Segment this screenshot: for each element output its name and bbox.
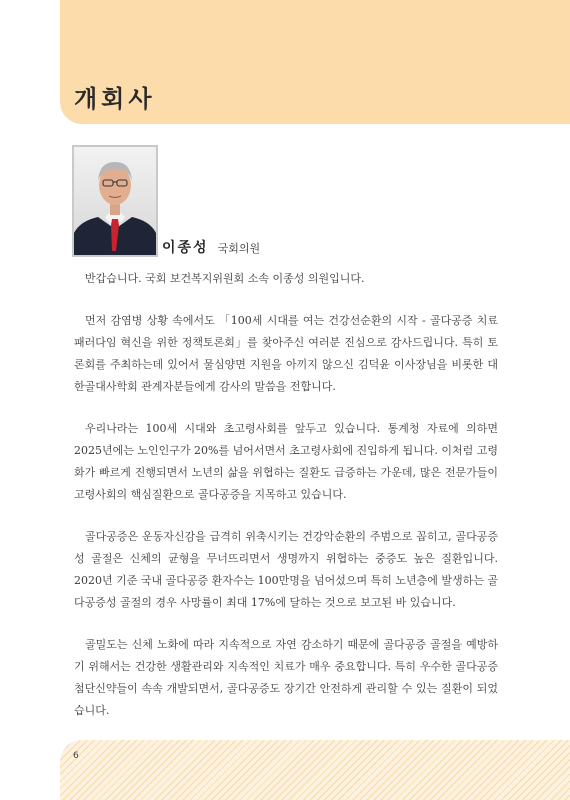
page-title: 개회사: [74, 85, 156, 113]
author-portrait: [72, 145, 158, 257]
page-number: 6: [73, 751, 79, 761]
paragraph: 반갑습니다. 국회 보건복지위원회 소속 이종성 의원입니다.: [85, 272, 365, 285]
footer-band: [60, 740, 570, 800]
speech-body: [74, 268, 498, 742]
paragraph: 우리나라는 100세 시대와 초고령사회를 앞두고 있습니다. 통계청 자료에 의하면 2025년에는 노인인구가 20%를 넘어서면서 초고령사회에 진입하게 됩니다. 이처럼 고령화가 빠르게 진행되면서 노년의 삶을 위협하는 질환도 급증하는 가운데, 많은 전문가들이 고령사회의 핵심질환으로 골다공증을 지목하고 있습니다.: [74, 422, 498, 501]
paragraph: 먼저 감염병 상황 속에서도 「100세 시대를 여는 건강선순환의 시작 - 골다공증 치료 패러다임 혁신을 위한 정책토론회」를 찾아주신 여러분 진심으로 감사드립니다. 특히 토론회를 주최하는데 있어서 물심양면 지원을 아끼지 않으신 김덕윤 이사장님을 비롯한 대한골대사학회 관계자분들에게 감사의 말씀을 전합니다.: [74, 314, 498, 393]
paragraph: 골밀도는 신체 노화에 따라 지속적으로 자연 감소하기 때문에 골다공증 골절을 예방하기 위해서는 건강한 생활관리와 지속적인 치료가 매우 중요합니다. 특히 우수한 골다공증 첨단신약들이 속속 개발되면서, 골다공증도 장기간 안전하게 관리할 수 있는 질환이 되었습니다.: [74, 638, 498, 717]
paragraph: 골다공증은 운동자신감을 급격히 위축시키는 건강악순환의 주범으로 꼽히고, 골다공증성 골절은 신체의 균형을 무너뜨리면서 생명까지 위협하는 중증도 높은 질환입니다. 2020년 기준 국내 골다공증 환자수는 100만명을 넘어섰으며 특히 노년층에 발생하는 골다공증성 골절의 경우 사망률이 최대 17%에 달하는 것으로 보고된 바 있습니다.: [74, 530, 498, 609]
author-name: 이종성: [162, 240, 209, 256]
author-byline: [162, 237, 260, 257]
author-title: 국회의원: [217, 242, 261, 255]
